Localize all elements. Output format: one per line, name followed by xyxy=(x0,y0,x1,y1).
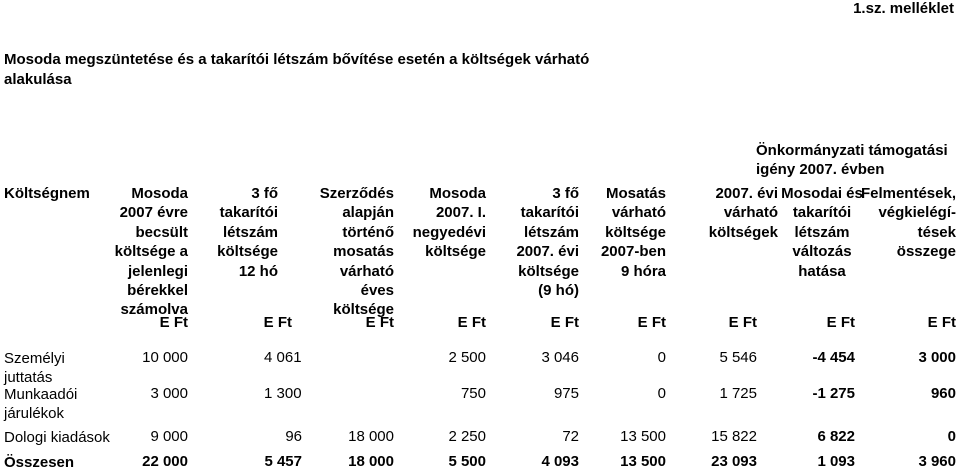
unit-label: E Ft xyxy=(637,314,666,331)
column-header-expected-2007: 2007. évi várható költségek xyxy=(708,185,778,241)
table-cell: 5 500 xyxy=(448,453,486,470)
table-cell: 0 xyxy=(947,428,956,445)
table-cell: 15 822 xyxy=(711,428,757,445)
table-cell: 3 046 xyxy=(541,349,579,366)
unit-label: E Ft xyxy=(457,314,486,331)
table-cell: 0 xyxy=(657,349,666,366)
table-cell: 9 000 xyxy=(150,428,188,445)
table-cell: 4 093 xyxy=(541,453,579,470)
table-cell: 1 300 xyxy=(264,385,302,402)
column-header-contract-laundry: Szerződés alapján történő mosatás várható éves költsége xyxy=(319,185,394,319)
annex-label: 1.sz. melléklet xyxy=(853,0,954,17)
column-header-cleaner-cost-9m: 3 fő takarítói létszám 2007. évi költsége (9 hó) xyxy=(516,185,579,300)
column-header-severance: Felmentések, végkielégí- tések összege xyxy=(860,185,956,261)
table-cell: 975 xyxy=(553,385,579,402)
column-header-cost-type: Költségnem xyxy=(4,185,90,202)
row-label: Összesen xyxy=(4,454,75,471)
row-label: Dologi kiadások xyxy=(4,429,110,446)
table-cell: -4 454 xyxy=(812,349,855,366)
document-title: Mosoda megszüntetése és a takarítói létszám bővítése esetén a költségek várható alakulása xyxy=(4,51,590,88)
table-cell: 1 093 xyxy=(817,453,855,470)
group-header-government-support: Önkormányzati támogatási igény 2007. évben xyxy=(756,142,948,178)
column-header-laundry-9m: Mosatás várható költsége 2007-ben 9 hóra xyxy=(600,185,666,280)
unit-label: E Ft xyxy=(159,314,188,331)
column-header-laundry-q1: Mosoda 2007. I. negyedévi költsége xyxy=(412,185,486,261)
table-cell: 6 822 xyxy=(817,428,855,445)
unit-label: E Ft xyxy=(826,314,855,331)
table-cell: 96 xyxy=(285,428,302,445)
column-header-cleaner-cost-12m: 3 fő takarítói létszám költsége 12 hó xyxy=(217,185,278,280)
table-cell: 3 000 xyxy=(150,385,188,402)
table-cell: 2 500 xyxy=(448,349,486,366)
unit-label: E Ft xyxy=(728,314,757,331)
table-cell: 13 500 xyxy=(620,453,666,470)
unit-label: E Ft xyxy=(365,314,394,331)
table-cell: 3 000 xyxy=(918,349,956,366)
table-cell: 960 xyxy=(930,385,956,402)
table-cell: 18 000 xyxy=(348,453,394,470)
row-label: Személyi juttatás xyxy=(4,350,65,386)
table-cell: 18 000 xyxy=(348,428,394,445)
table-cell: 1 725 xyxy=(719,385,757,402)
table-cell: 23 093 xyxy=(711,453,757,470)
table-cell: 22 000 xyxy=(142,453,188,470)
table-cell: 4 061 xyxy=(264,349,302,366)
unit-label: E Ft xyxy=(550,314,579,331)
table-cell: 0 xyxy=(657,385,666,402)
table-cell: 13 500 xyxy=(620,428,666,445)
unit-label: E Ft xyxy=(263,314,292,331)
table-cell: 2 250 xyxy=(448,428,486,445)
column-header-staff-change: Mosodai és takarítói létszám változás hatása xyxy=(781,185,863,280)
table-cell: 72 xyxy=(562,428,579,445)
row-label: Munkaadói járulékok xyxy=(4,386,78,422)
unit-label: E Ft xyxy=(927,314,956,331)
table-cell: 10 000 xyxy=(142,349,188,366)
table-cell: 750 xyxy=(460,385,486,402)
table-cell: 5 457 xyxy=(264,453,302,470)
table-cell: -1 275 xyxy=(812,385,855,402)
table-cell: 3 960 xyxy=(918,453,956,470)
column-header-laundry-estimate: Mosoda 2007 évre becsült költsége a jelenlegi bérekkel számolva xyxy=(114,185,188,319)
table-cell: 5 546 xyxy=(719,349,757,366)
